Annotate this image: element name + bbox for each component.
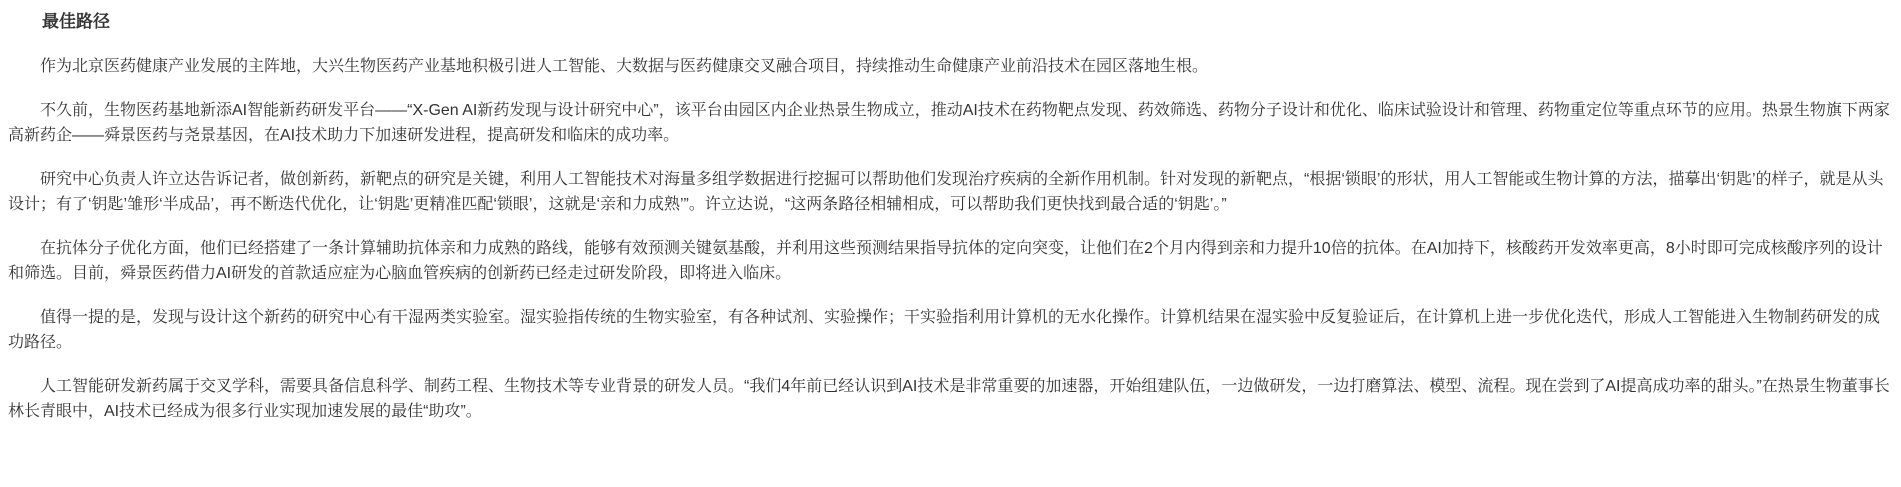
article-paragraph-2: 不久前，生物医药基地新添AI智能新药研发平台——“X-Gen AI新药发现与设计研究中心”，该平台由园区内企业热景生物成立，推动AI技术在药物靶点发现、药效筛选、药物分子设计和优化、临床试验设计和管理、药物重定位等重点环节的应用。热景生物旗下两家高新药企——舜景医药与尧景基因，在AI技术助力下加速研发进程，提高研发和临床的成功率。 (8, 102, 1890, 144)
article-paragraph-3: 研究中心负责人许立达告诉记者，做创新药，新靶点的研究是关键，利用人工智能技术对海量多组学数据进行挖掘可以帮助他们发现治疗疾病的全新作用机制。针对发现的新靶点，“根据‘锁眼’的形状，用人工智能或生物计算的方法，描摹出‘钥匙’的样子，就是从头设计；有了‘钥匙’雏形‘半成品’，再不断迭代优化，让‘钥匙’更精准匹配‘锁眼’，这就是‘亲和力成熟’”。许立达说，“这两条路径相辅相成，可以帮助我们更快找到最合适的‘钥匙’。” (8, 171, 1884, 213)
article-paragraph-6: 人工智能研发新药属于交叉学科，需要具备信息科学、制药工程、生物技术等专业背景的研发人员。“我们4年前已经认识到AI技术是非常重要的加速器，开始组建队伍，一边做研发，一边打磨算法、模型、流程。现在尝到了AI提高成功率的甜头。”在热景生物董事长林长青眼中，AI技术已经成为很多行业实现加速发展的最佳“助攻”。 (8, 378, 1890, 420)
article-paragraph-5: 值得一提的是，发现与设计这个新药的研究中心有干湿两类实验室。湿实验指传统的生物实验室，有各种试剂、实验操作；干实验指利用计算机的无水化操作。计算机结果在湿实验中反复验证后，在计算机上进一步优化迭代，形成人工智能进入生物制药研发的成功路径。 (8, 309, 1881, 351)
article-paragraph-4: 在抗体分子优化方面，他们已经搭建了一条计算辅助抗体亲和力成熟的路线，能够有效预测关键氨基酸，并利用这些预测结果指导抗体的定向突变，让他们在2个月内得到亲和力提升10倍的抗体。在AI加持下，核酸药开发效率更高，8小时即可完成核酸序列的设计和筛选。目前，舜景医药借力AI研发的首款适应症为心脑血管疾病的创新药已经走过研发阶段，即将进入临床。 (8, 240, 1883, 282)
article-paragraph-1: 作为北京医药健康产业发展的主阵地，大兴生物医药产业基地积极引进人工智能、大数据与医药健康交叉融合项目，持续推动生命健康产业前沿技术在园区落地生根。 (40, 58, 1209, 75)
article-heading: 最佳路径 (42, 12, 110, 31)
